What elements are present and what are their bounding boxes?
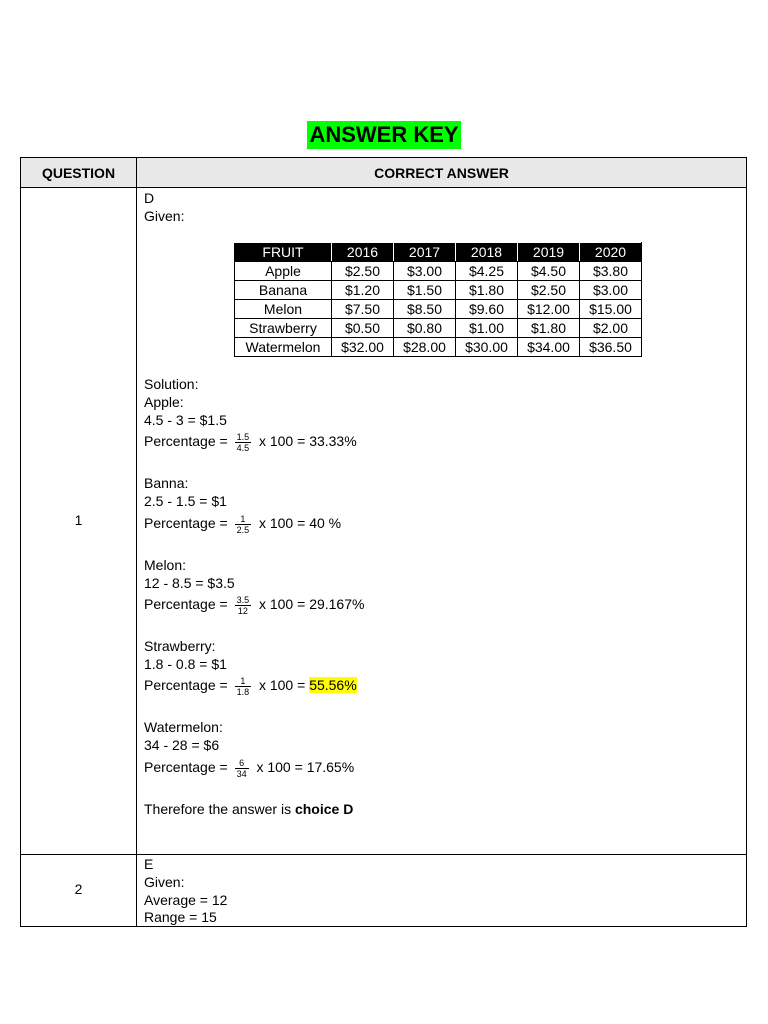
fraction xyxy=(235,595,252,616)
item-name: Watermelon: xyxy=(144,719,223,735)
fruit-name-cell: Apple xyxy=(235,262,332,281)
price-cell: $1.80 xyxy=(456,281,518,300)
page-title: ANSWER KEY xyxy=(309,122,459,147)
price-cell: $2.50 xyxy=(518,281,580,300)
q2-answer-letter: E xyxy=(144,856,154,872)
percentage-label: Percentage = xyxy=(144,759,228,776)
fruit-col-header: 2018 xyxy=(456,243,518,262)
percentage-label: Percentage = xyxy=(144,515,228,532)
item-calc: 1.8 - 0.8 = $1 xyxy=(144,656,227,672)
item-name: Melon: xyxy=(144,557,187,573)
percentage-line xyxy=(144,676,357,697)
price-cell: $0.80 xyxy=(394,319,456,338)
times-text: x 100 = xyxy=(258,433,306,450)
price-cell: $4.25 xyxy=(456,262,518,281)
price-cell: $32.00 xyxy=(332,338,394,357)
fraction xyxy=(235,758,249,779)
item-calc: 2.5 - 1.5 = $1 xyxy=(144,493,227,509)
price-cell: $1.20 xyxy=(332,281,394,300)
table-row xyxy=(235,338,642,357)
price-cell: $30.00 xyxy=(456,338,518,357)
price-cell: $28.00 xyxy=(394,338,456,357)
fraction-numerator: 1.5 xyxy=(236,432,250,442)
table-header xyxy=(21,158,746,188)
conclusion-choice: choice D xyxy=(294,801,354,817)
price-cell: $9.60 xyxy=(456,300,518,319)
price-cell: $3.80 xyxy=(580,262,642,281)
item-name: Banna: xyxy=(144,475,189,491)
price-cell: $1.50 xyxy=(394,281,456,300)
fruit-col-header: 2019 xyxy=(518,243,580,262)
percentage-result: 17.65% xyxy=(306,759,355,776)
question-number-1: 1 xyxy=(74,512,83,528)
price-cell: $8.50 xyxy=(394,300,456,319)
price-cell: $36.50 xyxy=(580,338,642,357)
percentage-result: 33.33% xyxy=(309,433,357,450)
fraction-denominator: 1.8 xyxy=(236,687,250,697)
fraction-numerator: 1 xyxy=(235,676,252,687)
header-question: QUESTION xyxy=(41,165,116,181)
item-name: Strawberry: xyxy=(144,638,216,654)
q1-answer-letter: D xyxy=(144,190,155,206)
percentage-line xyxy=(144,758,354,779)
price-cell: $7.50 xyxy=(332,300,394,319)
price-cell: $12.00 xyxy=(518,300,580,319)
price-cell: $1.00 xyxy=(456,319,518,338)
fraction-numerator: 3.5 xyxy=(236,595,250,605)
fruit-name-cell: Melon xyxy=(235,300,332,319)
fruit-name-cell: Watermelon xyxy=(235,338,332,357)
column-divider xyxy=(136,158,137,926)
fraction-denominator: 4.5 xyxy=(236,443,250,453)
fraction-denominator: 2.5 xyxy=(236,525,250,535)
price-cell: $1.80 xyxy=(518,319,580,338)
price-cell: $34.00 xyxy=(518,338,580,357)
highlighted-answer: 55.56% xyxy=(309,677,357,694)
fraction xyxy=(235,432,252,453)
fraction-denominator: 34 xyxy=(236,769,247,779)
price-cell: $0.50 xyxy=(332,319,394,338)
question-number-2: 2 xyxy=(74,881,83,897)
table-row xyxy=(235,319,642,338)
conclusion xyxy=(144,800,353,818)
price-cell: $2.50 xyxy=(332,262,394,281)
title-container xyxy=(0,121,768,149)
q1-given-label: Given: xyxy=(144,208,185,224)
times-text: x 100 = xyxy=(258,677,306,694)
times-text: x 100 = xyxy=(256,759,303,776)
fruit-col-header: 2017 xyxy=(394,243,456,262)
fraction-numerator: 6 xyxy=(235,758,249,769)
fruit-col-header: FRUIT xyxy=(235,243,332,262)
item-name: Apple: xyxy=(144,394,184,410)
table-row xyxy=(235,262,642,281)
q2-range: Range = 15 xyxy=(144,909,217,925)
q2-average: Average = 12 xyxy=(144,892,228,908)
q2-given-label: Given: xyxy=(144,874,185,890)
percentage-label: Percentage = xyxy=(144,596,228,613)
table-row xyxy=(235,300,642,319)
answer-table xyxy=(20,157,747,927)
fruit-name-cell: Strawberry xyxy=(235,319,332,338)
solution-label: Solution: xyxy=(144,376,199,392)
percentage-result: 29.167% xyxy=(309,596,365,613)
fruit-table-header-row xyxy=(235,243,642,262)
percentage-line xyxy=(144,595,364,616)
percentage-line xyxy=(144,432,357,453)
percentage-label: Percentage = xyxy=(144,433,228,450)
price-cell: $15.00 xyxy=(580,300,642,319)
fruit-price-table xyxy=(234,242,642,357)
item-calc: 4.5 - 3 = $1.5 xyxy=(144,412,227,428)
fraction xyxy=(235,514,252,535)
fraction-numerator: 1 xyxy=(235,514,252,525)
percentage-result: 40 % xyxy=(309,515,342,532)
header-correct-answer: CORRECT ANSWER xyxy=(374,165,509,181)
fraction xyxy=(235,676,252,697)
table-row xyxy=(235,281,642,300)
price-cell: $4.50 xyxy=(518,262,580,281)
price-cell: $3.00 xyxy=(580,281,642,300)
times-text: x 100 = xyxy=(258,515,306,532)
percentage-line xyxy=(144,514,341,535)
item-calc: 12 - 8.5 = $3.5 xyxy=(144,575,235,591)
fraction-denominator: 12 xyxy=(237,606,248,616)
row-divider xyxy=(21,854,746,855)
price-cell: $3.00 xyxy=(394,262,456,281)
times-text: x 100 = xyxy=(258,596,306,613)
fruit-col-header: 2020 xyxy=(580,243,642,262)
fruit-name-cell: Banana xyxy=(235,281,332,300)
percentage-label: Percentage = xyxy=(144,677,228,694)
price-cell: $2.00 xyxy=(580,319,642,338)
fruit-col-header: 2016 xyxy=(332,243,394,262)
conclusion-prefix: Therefore the answer is xyxy=(144,801,292,817)
item-calc: 34 - 28 = $6 xyxy=(144,737,220,753)
